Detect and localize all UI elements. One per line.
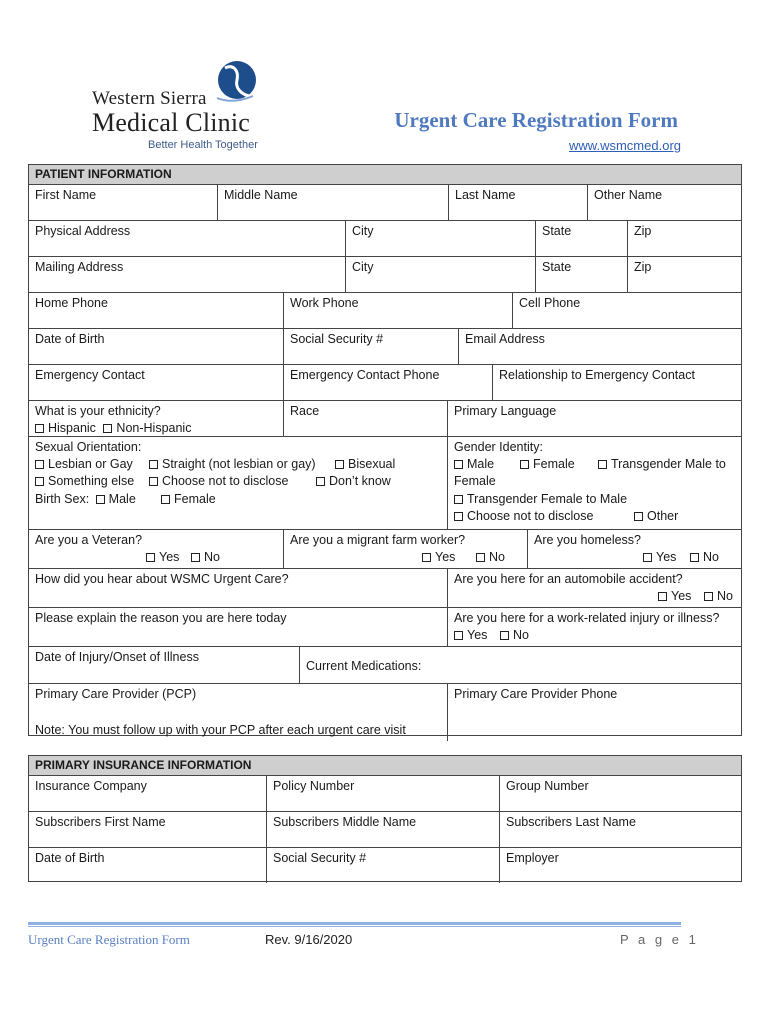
bisexual-checkbox[interactable] bbox=[335, 460, 344, 469]
ethnicity-question: What is your ethnicity? bbox=[35, 404, 161, 418]
email-address-label: Email Address bbox=[465, 332, 545, 346]
subscriber-details-row bbox=[29, 848, 741, 883]
primary-language-field[interactable] bbox=[448, 401, 741, 436]
pcp-phone-field[interactable] bbox=[448, 684, 741, 741]
mailing-address-label: Mailing Address bbox=[35, 260, 124, 274]
homeless-yes-checkbox[interactable] bbox=[643, 553, 652, 562]
home-phone-field[interactable] bbox=[29, 293, 284, 328]
group-number-field[interactable] bbox=[500, 776, 741, 811]
physical-state-field[interactable] bbox=[536, 221, 628, 256]
non-hispanic-checkbox[interactable] bbox=[103, 424, 112, 433]
physical-zip-field[interactable] bbox=[628, 221, 741, 256]
sexual-orientation-field bbox=[29, 437, 448, 529]
gender-male-label: Male bbox=[467, 457, 495, 471]
transgender-male-checkbox[interactable] bbox=[598, 460, 607, 469]
website-link[interactable]: www.wsmcmed.org bbox=[569, 138, 681, 153]
policy-number-field[interactable] bbox=[267, 776, 500, 811]
reason-field[interactable] bbox=[29, 608, 448, 646]
lesbian-gay-label: Lesbian or Gay bbox=[48, 457, 133, 471]
logo-text-western-sierra: Western Sierra bbox=[92, 88, 207, 109]
subscriber-ssn-label: Social Security # bbox=[273, 851, 367, 865]
subscriber-last-name-field[interactable] bbox=[500, 812, 741, 847]
medications-label: Current Medications: bbox=[306, 659, 422, 673]
city-label: City bbox=[352, 224, 374, 238]
veteran-no-checkbox[interactable] bbox=[191, 553, 200, 562]
mailing-address-field[interactable] bbox=[29, 257, 346, 292]
gender-other-label: Other bbox=[647, 509, 679, 523]
pcp-phone-label: Primary Care Provider Phone bbox=[454, 687, 618, 701]
section-heading-insurance: PRIMARY INSURANCE INFORMATION bbox=[29, 756, 741, 776]
work-injury-no-checkbox[interactable] bbox=[500, 631, 509, 640]
auto-accident-field bbox=[448, 569, 741, 607]
pcp-field[interactable] bbox=[29, 684, 448, 741]
emergency-phone-label: Emergency Contact Phone bbox=[290, 368, 440, 382]
state-label: State bbox=[542, 260, 572, 274]
primary-language-label: Primary Language bbox=[454, 404, 557, 418]
zip-label: Zip bbox=[634, 260, 652, 274]
email-address-field[interactable] bbox=[459, 329, 741, 364]
last-name-field[interactable] bbox=[449, 185, 588, 220]
dob-row bbox=[29, 329, 741, 365]
migrant-question: Are you a migrant farm worker? bbox=[290, 533, 466, 547]
insurance-company-field[interactable] bbox=[29, 776, 267, 811]
first-name-label: First Name bbox=[35, 188, 97, 202]
work-injury-question: Are you here for a work-related injury or illness? bbox=[454, 611, 720, 625]
patient-information-section bbox=[28, 164, 742, 736]
migrant-yes-label: Yes bbox=[435, 550, 456, 564]
emergency-contact-label: Emergency Contact bbox=[35, 368, 145, 382]
pcp-label: Primary Care Provider (PCP) bbox=[35, 687, 197, 701]
straight-label: Straight (not lesbian or gay) bbox=[162, 457, 316, 471]
gender-identity-field bbox=[448, 437, 741, 529]
veteran-question: Are you a Veteran? bbox=[35, 533, 143, 547]
group-number-label: Group Number bbox=[506, 779, 589, 793]
subscriber-first-name-field[interactable] bbox=[29, 812, 267, 847]
migrant-no-checkbox[interactable] bbox=[476, 553, 485, 562]
clinic-logo-icon bbox=[213, 58, 257, 106]
work-injury-yes-checkbox[interactable] bbox=[454, 631, 463, 640]
mailing-city-field[interactable] bbox=[346, 257, 536, 292]
work-phone-field[interactable] bbox=[284, 293, 513, 328]
something-else-checkbox[interactable] bbox=[35, 477, 44, 486]
choose-not-disclose-label: Choose not to disclose bbox=[162, 474, 289, 488]
form-title: Urgent Care Registration Form bbox=[394, 108, 678, 132]
gender-female-label: Female bbox=[533, 457, 575, 471]
date-of-birth-label: Date of Birth bbox=[35, 332, 105, 346]
hispanic-checkbox[interactable] bbox=[35, 424, 44, 433]
gender-identity-label: Gender Identity: bbox=[454, 440, 543, 454]
straight-checkbox[interactable] bbox=[149, 460, 158, 469]
homeless-no-checkbox[interactable] bbox=[690, 553, 699, 562]
birth-sex-male-checkbox[interactable] bbox=[96, 495, 105, 504]
mailing-zip-field[interactable] bbox=[628, 257, 741, 292]
mailing-address-row bbox=[29, 257, 741, 293]
primary-insurance-section bbox=[28, 755, 742, 882]
other-name-label: Other Name bbox=[594, 188, 663, 202]
footer-revision: Rev. 9/16/2020 bbox=[265, 932, 353, 947]
cell-phone-field[interactable] bbox=[513, 293, 741, 328]
subscriber-middle-name-field[interactable] bbox=[267, 812, 500, 847]
pcp-row bbox=[29, 684, 741, 741]
transgender-female-label: Transgender Female to Male bbox=[467, 492, 628, 506]
dont-know-label: Don’t know bbox=[329, 474, 391, 488]
bisexual-label: Bisexual bbox=[348, 457, 396, 471]
footer-divider bbox=[28, 922, 681, 925]
name-row bbox=[29, 185, 741, 221]
middle-name-field[interactable] bbox=[218, 185, 449, 220]
emergency-relationship-label: Relationship to Emergency Contact bbox=[499, 368, 695, 382]
status-row bbox=[29, 530, 741, 569]
injury-date-label: Date of Injury/Onset of Illness bbox=[35, 650, 199, 664]
clinic-logo bbox=[92, 58, 267, 154]
state-label: State bbox=[542, 224, 572, 238]
emergency-row bbox=[29, 365, 741, 401]
emergency-phone-field[interactable] bbox=[284, 365, 493, 400]
emergency-contact-field[interactable] bbox=[29, 365, 284, 400]
work-phone-label: Work Phone bbox=[290, 296, 359, 310]
hear-about-field[interactable] bbox=[29, 569, 448, 607]
birth-sex-female-checkbox[interactable] bbox=[161, 495, 170, 504]
orientation-row bbox=[29, 437, 741, 530]
referral-row bbox=[29, 569, 741, 608]
transgender-male-label: Transgender Male to bbox=[611, 457, 726, 471]
section-heading-patient: PATIENT INFORMATION bbox=[29, 165, 741, 185]
pcp-note: Note: You must follow up with your PCP after each urgent care visit bbox=[35, 723, 406, 737]
veteran-field bbox=[29, 530, 284, 568]
insurance-company-label: Insurance Company bbox=[35, 779, 147, 793]
dont-know-checkbox[interactable] bbox=[316, 477, 325, 486]
reason-question: Please explain the reason you are here today bbox=[35, 611, 287, 625]
mailing-state-field[interactable] bbox=[536, 257, 628, 292]
footer-divider-thin bbox=[28, 926, 681, 927]
reason-row bbox=[29, 608, 741, 647]
footer-form-name: Urgent Care Registration Form bbox=[28, 932, 190, 947]
homeless-field bbox=[528, 530, 741, 568]
choose-not-disclose-gender-checkbox[interactable] bbox=[454, 512, 463, 521]
homeless-yes-label: Yes bbox=[656, 550, 677, 564]
subscriber-last-name-label: Subscribers Last Name bbox=[506, 815, 636, 829]
subscriber-dob-label: Date of Birth bbox=[35, 851, 105, 865]
birth-sex-female-label: Female bbox=[174, 492, 216, 506]
birth-sex-label: Birth Sex: bbox=[35, 492, 90, 506]
physical-address-field[interactable] bbox=[29, 221, 346, 256]
hispanic-label: Hispanic bbox=[48, 421, 96, 435]
logo-tagline: Better Health Together bbox=[148, 139, 258, 151]
veteran-yes-checkbox[interactable] bbox=[146, 553, 155, 562]
last-name-label: Last Name bbox=[455, 188, 516, 202]
birth-sex-male-label: Male bbox=[108, 492, 136, 506]
race-label: Race bbox=[290, 404, 320, 418]
subscriber-name-row bbox=[29, 812, 741, 848]
auto-accident-question: Are you here for an automobile accident? bbox=[454, 572, 683, 586]
gender-female-checkbox[interactable] bbox=[520, 460, 529, 469]
policy-number-label: Policy Number bbox=[273, 779, 355, 793]
cell-phone-label: Cell Phone bbox=[519, 296, 581, 310]
work-injury-yes-label: Yes bbox=[467, 628, 488, 642]
race-field[interactable] bbox=[284, 401, 448, 436]
auto-yes-label: Yes bbox=[671, 589, 692, 603]
physical-city-field[interactable] bbox=[346, 221, 536, 256]
page-number: 1 bbox=[688, 932, 699, 947]
other-name-field[interactable] bbox=[588, 185, 741, 220]
auto-no-checkbox[interactable] bbox=[704, 592, 713, 601]
transgender-male-label-cont: Female bbox=[454, 474, 496, 488]
social-security-label: Social Security # bbox=[290, 332, 384, 346]
subscriber-ssn-field[interactable] bbox=[267, 848, 500, 883]
non-hispanic-label: Non-Hispanic bbox=[116, 421, 192, 435]
ethnicity-field bbox=[29, 401, 284, 436]
first-name-field[interactable] bbox=[29, 185, 218, 220]
homeless-no-label: No bbox=[703, 550, 719, 564]
sexual-orientation-label: Sexual Orientation: bbox=[35, 440, 142, 454]
subscriber-middle-name-label: Subscribers Middle Name bbox=[273, 815, 417, 829]
page-label: P a g e bbox=[620, 932, 682, 947]
homeless-question: Are you homeless? bbox=[534, 533, 642, 547]
work-injury-no-label: No bbox=[513, 628, 529, 642]
home-phone-label: Home Phone bbox=[35, 296, 108, 310]
employer-field[interactable] bbox=[500, 848, 741, 883]
emergency-relationship-field[interactable] bbox=[493, 365, 741, 400]
social-security-field[interactable] bbox=[284, 329, 459, 364]
something-else-label: Something else bbox=[48, 474, 135, 488]
ethnicity-row bbox=[29, 401, 741, 437]
insurance-company-row bbox=[29, 776, 741, 812]
injury-row bbox=[29, 647, 741, 684]
migrant-field bbox=[284, 530, 528, 568]
middle-name-label: Middle Name bbox=[224, 188, 298, 202]
auto-no-label: No bbox=[717, 589, 733, 603]
migrant-yes-checkbox[interactable] bbox=[422, 553, 431, 562]
gender-other-checkbox[interactable] bbox=[634, 512, 643, 521]
choose-not-disclose-gender-label: Choose not to disclose bbox=[467, 509, 594, 523]
veteran-no-label: No bbox=[204, 550, 220, 564]
subscriber-first-name-label: Subscribers First Name bbox=[35, 815, 166, 829]
physical-address-label: Physical Address bbox=[35, 224, 131, 238]
phone-row bbox=[29, 293, 741, 329]
subscriber-dob-field[interactable] bbox=[29, 848, 267, 883]
work-injury-field bbox=[448, 608, 741, 646]
city-label: City bbox=[352, 260, 374, 274]
choose-not-disclose-orientation-checkbox[interactable] bbox=[149, 477, 158, 486]
zip-label: Zip bbox=[634, 224, 652, 238]
gender-male-checkbox[interactable] bbox=[454, 460, 463, 469]
footer-page bbox=[620, 932, 699, 947]
veteran-yes-label: Yes bbox=[159, 550, 180, 564]
transgender-female-checkbox[interactable] bbox=[454, 495, 463, 504]
hear-about-question: How did you hear about WSMC Urgent Care? bbox=[35, 572, 289, 586]
migrant-no-label: No bbox=[489, 550, 505, 564]
injury-date-field[interactable] bbox=[29, 647, 300, 683]
physical-address-row bbox=[29, 221, 741, 257]
auto-yes-checkbox[interactable] bbox=[658, 592, 667, 601]
date-of-birth-field[interactable] bbox=[29, 329, 284, 364]
employer-label: Employer bbox=[506, 851, 559, 865]
medications-field[interactable] bbox=[300, 647, 741, 683]
logo-text-medical-clinic: Medical Clinic bbox=[92, 108, 251, 137]
lesbian-gay-checkbox[interactable] bbox=[35, 460, 44, 469]
